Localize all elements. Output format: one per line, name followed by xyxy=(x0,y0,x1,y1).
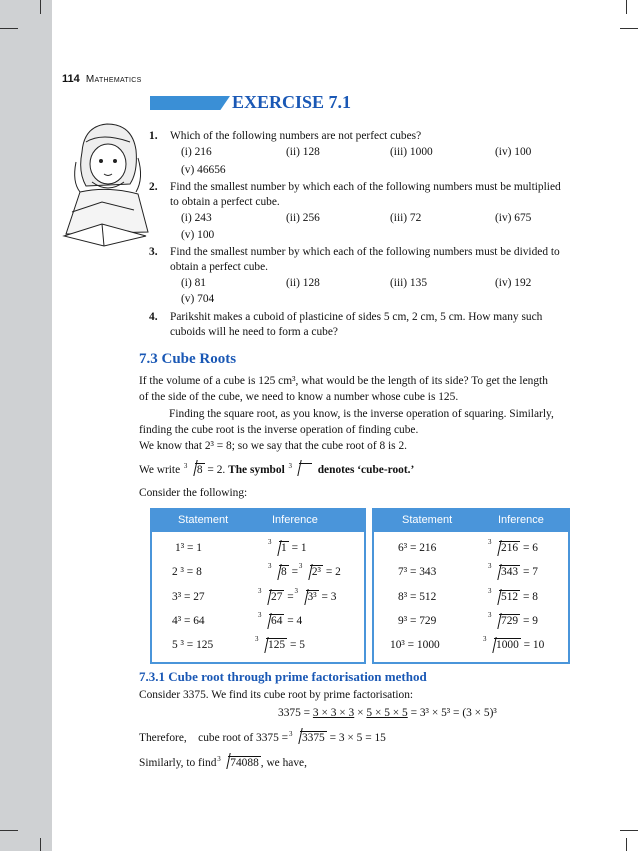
question-text-continued: cuboids will he need to form a cube? xyxy=(170,326,338,338)
option: (v) 100 xyxy=(181,229,215,241)
option: (v) 46656 xyxy=(181,164,226,176)
option: (iii) 135 xyxy=(390,277,428,289)
inference-cell: 3 64 = 4 xyxy=(258,611,303,627)
question-text: Which of the following numbers are not perfect cubes? xyxy=(170,130,422,142)
question-4 xyxy=(149,310,579,340)
question-number: 4. xyxy=(149,311,158,323)
subsection-title: 7.3.1 Cube root through prime factorisation method xyxy=(139,669,427,684)
option: (ii) 128 xyxy=(286,277,320,289)
inference-cell: 3 1000 = 10 xyxy=(483,635,545,651)
question-number: 2. xyxy=(149,181,158,193)
paragraph-2 xyxy=(139,406,579,438)
crop-mark xyxy=(40,0,41,14)
page-header xyxy=(62,73,142,85)
cube-root-symbol: 3 8 xyxy=(183,462,203,476)
crop-mark xyxy=(0,28,18,29)
statement-cell: 8³ = 512 xyxy=(398,591,437,603)
paragraph-line: of the side of the cube, we need to know a number whose cube is 125. xyxy=(139,391,459,403)
prime-factorisation-equation: 3375 = 3 × 3 × 3 × 5 × 5 × 5 = 3³ × 5³ = (3 × 5)³ xyxy=(278,707,497,719)
crop-mark xyxy=(0,830,18,831)
statement-cell: 1³ = 1 xyxy=(175,542,202,554)
girl-reading-illustration xyxy=(52,112,154,252)
text-span: We write xyxy=(139,464,181,476)
paragraph-line: Finding the square root, as you know, is the inverse operation of squaring. Similarly, xyxy=(169,408,554,420)
page-number: 114 xyxy=(62,73,80,85)
inference-cell: 3 1 = 1 xyxy=(268,538,307,554)
inference-cell: 3 729 = 9 xyxy=(488,611,538,627)
gray-margin-strip xyxy=(0,0,52,851)
inference-cell: 3 216 = 6 xyxy=(488,538,538,554)
option: (ii) 256 xyxy=(286,212,320,224)
option: (ii) 128 xyxy=(286,146,320,158)
header-statement: Statement xyxy=(178,514,229,526)
exercise-title-bar xyxy=(150,96,230,110)
table-header xyxy=(152,510,364,532)
consider-line: Consider the following: xyxy=(139,487,248,499)
section-title: 7.3 Cube Roots xyxy=(139,351,237,367)
header-inference: Inference xyxy=(272,514,318,526)
statement-cell: 10³ = 1000 xyxy=(390,639,440,651)
header-inference: Inference xyxy=(498,514,544,526)
question-number: 3. xyxy=(149,246,158,258)
paragraph-line: finding the cube root is the inverse operation of finding cube. xyxy=(139,424,419,436)
cube-root-symbol: 3 xyxy=(290,462,312,478)
question-text-continued: obtain a perfect cube. xyxy=(170,261,269,273)
question-number: 1. xyxy=(149,130,158,142)
paragraph-3: We know that 2³ = 8; so we say that the cube root of 8 is 2. xyxy=(139,440,408,452)
question-text-continued: to obtain a perfect cube. xyxy=(170,196,280,208)
similarly-line: Similarly, to find 3 74088 , we have, xyxy=(139,755,307,769)
inference-cell: 3 125 = 5 xyxy=(255,635,305,651)
question-3 xyxy=(149,245,579,275)
question-1 xyxy=(149,129,579,144)
table-header xyxy=(374,510,568,532)
statement-cell: 4³ = 64 xyxy=(172,615,205,627)
crop-mark xyxy=(626,0,627,14)
option: (iv) 100 xyxy=(495,146,532,158)
question-text: Find the smallest number by which each of the following numbers must be divided to xyxy=(170,246,560,258)
statement-cell: 7³ = 343 xyxy=(398,566,437,578)
option: (iii) 1000 xyxy=(390,146,433,158)
page-running-title: Mathematics xyxy=(85,74,142,85)
inference-cell: 3 343 = 7 xyxy=(488,562,538,578)
option: (i) 81 xyxy=(181,277,206,289)
text-span: denotes ‘cube-root.’ xyxy=(317,464,415,476)
inference-cell: 3 512 = 8 xyxy=(488,587,538,603)
statement-cell: 5 ³ = 125 xyxy=(172,639,214,651)
statement-cell: 2 ³ = 8 xyxy=(172,566,202,578)
consider-3375-line: Consider 3375. We find its cube root by prime factorisation: xyxy=(139,689,414,701)
option: (i) 243 xyxy=(181,212,212,224)
inference-cell: 3 8 = 3 2³ = 2 xyxy=(268,562,341,578)
question-text: Find the smallest number by which each of the following numbers must be multiplied xyxy=(170,181,561,193)
statement-cell: 6³ = 216 xyxy=(398,542,437,554)
question-2 xyxy=(149,180,579,210)
statement-cell: 9³ = 729 xyxy=(398,615,437,627)
statement-cell: 3³ = 27 xyxy=(172,591,205,603)
crop-mark xyxy=(620,28,638,29)
crop-mark xyxy=(620,830,638,831)
question-text: Parikshit makes a cuboid of plasticine of sides 5 cm, 2 cm, 5 cm. How many such xyxy=(170,311,543,323)
text-span: = 2. xyxy=(207,464,226,476)
text-span: The symbol xyxy=(228,464,285,476)
option: (iv) 675 xyxy=(495,212,532,224)
paragraph-line: If the volume of a cube is 125 cm³, what would be the length of its side? To get the length xyxy=(139,375,548,387)
option: (iv) 192 xyxy=(495,277,532,289)
therefore-line: Therefore, cube root of 3375 = 3 3375 = 3 × 5 = 15 xyxy=(139,730,386,744)
exercise-title: EXERCISE 7.1 xyxy=(232,92,352,112)
inference-cell: 3 27 = 3 3³ = 3 xyxy=(258,587,337,603)
option: (i) 216 xyxy=(181,146,212,158)
cube-root-symbol-line xyxy=(139,462,579,478)
paragraph-1 xyxy=(139,373,579,405)
option: (v) 704 xyxy=(181,293,215,305)
header-statement: Statement xyxy=(402,514,453,526)
option: (iii) 72 xyxy=(390,212,422,224)
crop-mark xyxy=(626,838,627,851)
crop-mark xyxy=(40,838,41,851)
